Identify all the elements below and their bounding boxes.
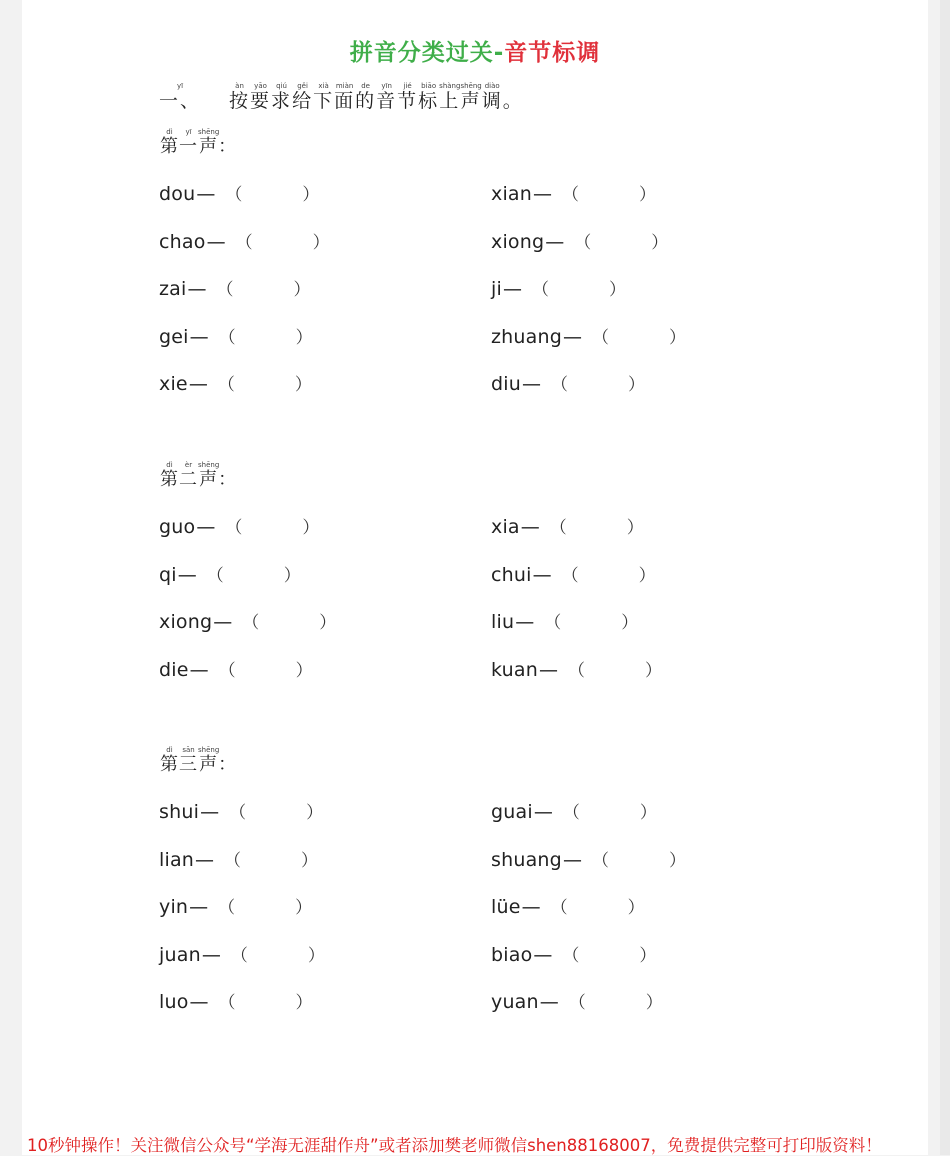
- open-paren: （: [217, 375, 235, 395]
- open-paren: （: [568, 993, 586, 1013]
- exercise-item-right: [491, 561, 656, 586]
- heading-char: 二èr: [179, 461, 198, 490]
- heading-char-pinyin: èr: [179, 461, 198, 469]
- close-paren: ）: [301, 850, 319, 871]
- syllable-text: yuan: [491, 991, 539, 1013]
- heading-char-pinyin: dì: [160, 746, 179, 754]
- close-paren: ）: [638, 565, 656, 586]
- syllable-text: luo: [159, 991, 189, 1013]
- open-paren: （: [562, 945, 580, 966]
- open-paren: （: [562, 803, 580, 823]
- instruction-char: 要yāo: [250, 82, 272, 112]
- exercise-item-right: [491, 180, 656, 205]
- exercise-item-right: [491, 228, 668, 253]
- instruction-char-pinyin: shàng: [439, 82, 461, 90]
- exercise-item-left: [159, 561, 301, 586]
- open-paren: （: [216, 280, 234, 300]
- exercise-item-right: [491, 798, 657, 823]
- exercise-item-left: [159, 798, 323, 823]
- heading-char: 一yī: [179, 128, 198, 157]
- close-paren: ）: [645, 993, 663, 1013]
- syllable-text: xian: [491, 183, 533, 205]
- instruction-char: 给gěi: [292, 82, 314, 112]
- syllable-text: chui: [491, 563, 532, 586]
- section-heading: [160, 461, 237, 491]
- instruction-char: 声shēng: [460, 82, 482, 112]
- section-heading: [160, 746, 237, 776]
- exercise-item-right: [491, 323, 686, 348]
- syllable-text: kuan: [491, 658, 538, 681]
- instruction-char-pinyin: xià: [313, 82, 335, 90]
- instruction-char: 下xià: [313, 82, 335, 112]
- instruction-char: 的de: [355, 82, 377, 112]
- syllable-text: gei: [159, 325, 189, 348]
- instruction-char-pinyin: diào: [481, 82, 503, 90]
- instruction-char: 面miàn: [334, 82, 356, 112]
- dash-mark: —: [521, 373, 541, 395]
- heading-char: 三sān: [179, 746, 198, 775]
- syllable-text: liu: [491, 611, 515, 633]
- exercise-item-left: [159, 608, 336, 633]
- title-red-part: 音节标调: [504, 40, 601, 66]
- syllable-text: qi: [159, 563, 177, 586]
- dash-mark: —: [563, 325, 583, 348]
- close-paren: ）: [302, 185, 320, 205]
- dash-mark: —: [187, 278, 207, 300]
- heading-char: 第dì: [160, 128, 179, 157]
- syllable-text: lüe: [491, 896, 521, 918]
- close-paren: ）: [306, 803, 324, 823]
- open-paren: （: [574, 232, 592, 253]
- syllable-text: dou: [159, 183, 196, 205]
- dash-mark: —: [539, 991, 559, 1013]
- instruction-char-pinyin: jié: [397, 82, 419, 90]
- dash-mark: —: [200, 801, 220, 823]
- close-paren: ）: [627, 898, 645, 918]
- footer-promo-text: 10秒钟操作！关注微信公众号“学海无涯甜作舟”或者添加樊老师微信shen88168007，免费提供完整可打印版资料！: [27, 1136, 882, 1155]
- close-paren: ）: [669, 327, 687, 348]
- dash-mark: —: [188, 373, 208, 395]
- section-heading: [160, 128, 237, 158]
- exercise-item-right: [491, 846, 686, 871]
- instruction-char-pinyin: miàn: [334, 82, 356, 90]
- close-paren: ）: [668, 850, 686, 871]
- instruction-char-pinyin: de: [355, 82, 377, 90]
- open-paren: （: [544, 613, 562, 633]
- close-paren: ）: [302, 518, 320, 538]
- heading-colon: ：: [218, 136, 238, 157]
- open-paren: （: [561, 565, 579, 586]
- syllable-text: zhuang: [491, 325, 563, 348]
- open-paren: （: [224, 850, 242, 871]
- page-edge: [940, 0, 950, 1155]
- instruction-char-pinyin: shēng: [460, 82, 482, 90]
- exercise-item-right: [491, 893, 645, 918]
- instruction-char: 上shàng: [439, 82, 461, 112]
- dash-mark: —: [533, 183, 553, 205]
- close-paren: ）: [295, 660, 313, 681]
- exercise-item-right: [491, 608, 638, 633]
- close-paren: ）: [293, 280, 311, 300]
- exercise-item-right: [491, 370, 645, 395]
- instruction-char-pinyin: gěi: [292, 82, 314, 90]
- close-paren: ）: [608, 280, 626, 300]
- open-paren: （: [242, 613, 260, 633]
- syllable-text: die: [159, 658, 189, 681]
- dash-mark: —: [533, 801, 553, 823]
- dash-mark: —: [502, 278, 522, 300]
- instruction-char: 标biāo: [418, 82, 440, 112]
- title-green-part: 拼音分类过关-: [349, 40, 505, 66]
- heading-char: 第dì: [160, 461, 179, 490]
- syllable-text: zai: [159, 278, 187, 300]
- heading-char-pinyin: shēng: [198, 128, 220, 136]
- dash-mark: —: [533, 943, 553, 966]
- open-paren: （: [591, 850, 609, 871]
- heading-char: 声shēng: [198, 746, 220, 775]
- instruction-char-pinyin: àn: [229, 82, 251, 90]
- close-paren: ）: [651, 232, 669, 253]
- heading-char-pinyin: shēng: [198, 461, 220, 469]
- syllable-text: yin: [159, 896, 189, 918]
- close-paren: ）: [639, 803, 657, 823]
- exercise-item-left: [159, 513, 319, 538]
- close-paren: ）: [626, 518, 644, 538]
- dash-mark: —: [196, 516, 216, 538]
- close-paren: ）: [295, 327, 313, 348]
- syllable-text: xia: [491, 516, 520, 538]
- exercise-item-right: [491, 988, 663, 1013]
- open-paren: （: [230, 945, 248, 966]
- dash-mark: —: [213, 611, 233, 633]
- open-paren: （: [229, 803, 247, 823]
- syllable-text: xiong: [491, 230, 545, 253]
- syllable-text: guo: [159, 516, 196, 538]
- instruction-char-pinyin: yīn: [376, 82, 398, 90]
- exercise-item-left: [159, 988, 313, 1013]
- close-paren: ）: [621, 613, 639, 633]
- exercise-item-left: [159, 370, 312, 395]
- exercise-item-left: [159, 893, 312, 918]
- open-paren: （: [206, 565, 224, 586]
- heading-colon: ：: [218, 469, 238, 490]
- syllable-text: xiong: [159, 611, 213, 633]
- exercise-item-right: [491, 656, 662, 681]
- heading-char-pinyin: yī: [179, 128, 198, 136]
- close-paren: ）: [307, 945, 325, 966]
- close-paren: ）: [295, 898, 313, 918]
- open-paren: （: [549, 518, 567, 538]
- exercise-item-right: [491, 941, 656, 966]
- exercise-item-left: [159, 228, 330, 253]
- instruction-end-mark: 。: [502, 90, 524, 112]
- dash-mark: —: [538, 658, 558, 681]
- dash-mark: —: [520, 516, 540, 538]
- dash-mark: —: [189, 991, 209, 1013]
- instruction-char-pinyin: yāo: [250, 82, 272, 90]
- dash-mark: —: [177, 563, 197, 586]
- exercise-item-left: [159, 941, 325, 966]
- instruction-char: 求qiú: [271, 82, 293, 112]
- dash-mark: —: [545, 230, 565, 253]
- exercise-item-left: [159, 180, 319, 205]
- dash-mark: —: [195, 848, 215, 871]
- page-title: [0, 34, 950, 67]
- dash-mark: —: [189, 325, 209, 348]
- heading-char-pinyin: dì: [160, 128, 179, 136]
- instruction-char: 调diào: [481, 82, 503, 112]
- open-paren: （: [225, 185, 243, 205]
- syllable-text: shuang: [491, 848, 562, 871]
- open-paren: （: [562, 185, 580, 205]
- heading-char-pinyin: dì: [160, 461, 179, 469]
- heading-char-pinyin: shēng: [198, 746, 220, 754]
- dash-mark: —: [201, 943, 221, 966]
- heading-char-pinyin: sān: [179, 746, 198, 754]
- instruction-char: 节jié: [397, 82, 419, 112]
- open-paren: （: [218, 327, 236, 348]
- open-paren: （: [550, 375, 568, 395]
- heading-char: 声shēng: [198, 461, 220, 490]
- instruction-number: 一、yī: [159, 82, 202, 112]
- syllable-text: guai: [491, 801, 533, 823]
- exercise-item-left: [159, 656, 313, 681]
- dash-mark: —: [189, 658, 209, 681]
- instruction-char-pinyin: qiú: [271, 82, 293, 90]
- dash-mark: —: [562, 848, 582, 871]
- close-paren: ）: [644, 660, 662, 681]
- syllable-text: diu: [491, 373, 521, 395]
- dash-mark: —: [196, 183, 216, 205]
- close-paren: ）: [295, 993, 313, 1013]
- heading-colon: ：: [218, 754, 238, 775]
- close-paren: ）: [639, 945, 657, 966]
- close-paren: ）: [294, 375, 312, 395]
- instruction-char: 按àn: [229, 82, 251, 112]
- open-paren: （: [218, 898, 236, 918]
- dash-mark: —: [515, 611, 535, 633]
- syllable-text: ji: [491, 278, 502, 300]
- open-paren: （: [550, 898, 568, 918]
- dash-mark: —: [521, 896, 541, 918]
- syllable-text: xie: [159, 373, 188, 395]
- close-paren: ）: [312, 232, 330, 253]
- close-paren: ）: [319, 613, 337, 633]
- instruction-line: [159, 82, 524, 113]
- close-paren: ）: [627, 375, 645, 395]
- syllable-text: juan: [159, 943, 201, 966]
- instruction-char-pinyin: biāo: [418, 82, 440, 90]
- instruction-number-pinyin: yī: [159, 82, 201, 90]
- instruction-char: 音yīn: [376, 82, 398, 112]
- open-paren: （: [218, 660, 236, 681]
- exercise-item-right: [491, 513, 644, 538]
- open-paren: （: [531, 280, 549, 300]
- syllable-text: lian: [159, 848, 195, 871]
- exercise-item-left: [159, 846, 318, 871]
- heading-char: 声shēng: [198, 128, 220, 157]
- dash-mark: —: [206, 230, 226, 253]
- open-paren: （: [225, 518, 243, 538]
- open-paren: （: [592, 327, 610, 348]
- heading-char: 第dì: [160, 746, 179, 775]
- worksheet-page: [22, 0, 928, 1155]
- exercise-item-left: [159, 275, 311, 300]
- open-paren: （: [235, 232, 253, 253]
- syllable-text: shui: [159, 801, 200, 823]
- open-paren: （: [567, 660, 585, 681]
- close-paren: ）: [283, 565, 301, 586]
- dash-mark: —: [532, 563, 552, 586]
- close-paren: ）: [639, 185, 657, 205]
- dash-mark: —: [189, 896, 209, 918]
- open-paren: （: [218, 993, 236, 1013]
- syllable-text: chao: [159, 230, 206, 253]
- syllable-text: biao: [491, 943, 533, 966]
- exercise-item-right: [491, 275, 626, 300]
- exercise-item-left: [159, 323, 313, 348]
